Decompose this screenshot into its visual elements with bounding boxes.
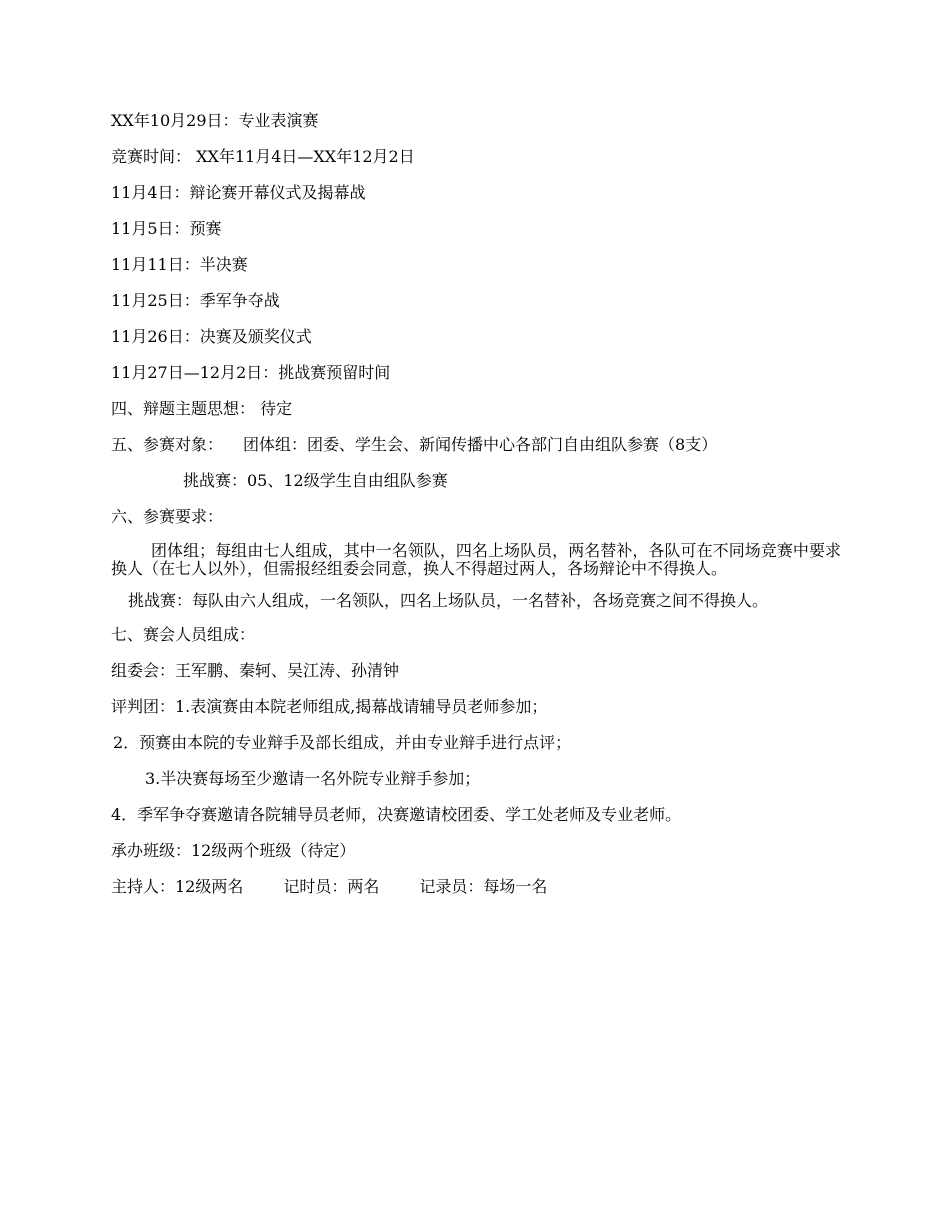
section-6-heading: 六、参赛要求： bbox=[111, 507, 224, 526]
recorder-text: 记录员：每场一名 bbox=[419, 877, 548, 896]
judges-item-4: 4．季军争夺赛邀请各院辅导员老师，决赛邀请校团委、学工处老师及专业老师。 bbox=[111, 805, 682, 824]
section-5-label: 五、参赛对象： bbox=[111, 435, 224, 454]
document-body bbox=[111, 110, 841, 912]
section-4-topic: 四、辩题主题思想： 待定 bbox=[111, 399, 293, 418]
schedule-line-performance: XX年10月29日：专业表演赛 bbox=[111, 111, 319, 130]
organizing-committee: 组委会：王军鹏、秦轲、吴江涛、孙清钟 bbox=[111, 661, 400, 680]
section-5-participants bbox=[111, 434, 841, 456]
staff-line bbox=[111, 876, 841, 898]
timer-text: 记时员：两名 bbox=[283, 877, 380, 896]
judges-item-1: 评判团：1.表演赛由本院老师组成,揭幕战请辅导员老师参加； bbox=[111, 697, 548, 716]
section-6-team-requirements: 团体组；每组由七人组成，其中一名领队，四名上场队员，两名替补，各队可在不同场竞赛中要求换人（在七人以外），但需报经组委会同意，换人不得超过两人，各场辩论中不得换人。 bbox=[111, 541, 841, 578]
section-5-challenge: 挑战赛：05、12级学生自由组队参赛 bbox=[183, 471, 448, 490]
section-6-challenge-requirements: 挑战赛：每队由六人组成，一名领队，四名上场队员，一名替补，各场竞赛之间不得换人。 bbox=[128, 591, 769, 610]
host-class: 承办班级：12级两个班级（待定） bbox=[111, 841, 356, 860]
schedule-line-final: 11月26日：决赛及颁奖仪式 bbox=[111, 327, 312, 346]
schedule-line-semifinal: 11月11日：半决赛 bbox=[111, 255, 248, 274]
judges-item-2: 2．预赛由本院的专业辩手及部长组成，并由专业辩手进行点评； bbox=[113, 733, 572, 752]
section-7-heading: 七、赛会人员组成： bbox=[111, 625, 256, 644]
schedule-line-preliminary: 11月5日：预赛 bbox=[111, 219, 222, 238]
host-text: 主持人：12级两名 bbox=[111, 877, 244, 896]
schedule-line-third-place: 11月25日：季军争夺战 bbox=[111, 291, 280, 310]
schedule-line-challenge-reserve: 11月27日—12月2日：挑战赛预留时间 bbox=[111, 363, 391, 382]
judges-item-3: 3.半决赛每场至少邀请一名外院专业辩手参加； bbox=[145, 769, 481, 788]
section-5-team-group: 团体组：团委、学生会、新闻传播中心各部门自由组队参赛（8支） bbox=[243, 435, 718, 454]
schedule-line-period: 竞赛时间： XX年11月4日—XX年12月2日 bbox=[111, 147, 415, 166]
schedule-line-opening: 11月4日：辩论赛开幕仪式及揭幕战 bbox=[111, 183, 366, 202]
